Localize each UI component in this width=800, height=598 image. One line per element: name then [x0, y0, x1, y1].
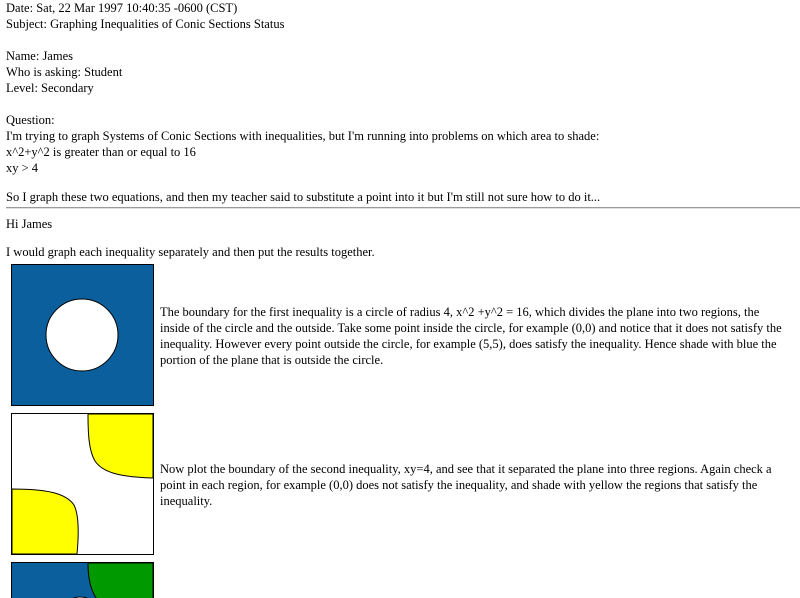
paragraph-circle: The boundary for the first inequality is a circle of radius 4, x^2 +y^2 = 16, which divides the plane into two regions, the inside of the circle and the outside. Take some point inside the circle, for example (0,0) and notice that it does not satisfy the inequality. However every point outside the circle, for example (5,5), does satisfy the inequality. Hence shade with blue the portion of the plane that is outside the circle.: [160, 305, 782, 367]
circle-boundary: [46, 299, 118, 371]
asker-line: Who is asking: Student: [6, 65, 123, 79]
combined-region-graph: [11, 562, 154, 598]
date-line: Date: Sat, 22 Mar 1997 10:40:35 -0600 (CST): [6, 1, 238, 15]
question-label: Question:: [6, 113, 55, 127]
subject-line: Subject: Graphing Inequalities of Conic Sections Status: [6, 17, 285, 31]
intro-text: I would graph each inequality separately and then put the results together.: [6, 245, 375, 259]
inequality-1: x^2+y^2 is greater than or equal to 16: [6, 145, 196, 159]
question-followup: So I graph these two equations, and then my teacher said to substitute a point into it but I'm still not sure how to do it...: [6, 190, 601, 204]
question-text: I'm trying to graph Systems of Conic Sections with inequalities, but I'm running into problems on which area to shade:: [6, 129, 600, 143]
combined-green-region: [88, 563, 153, 598]
name-line: Name: James: [6, 49, 73, 63]
message-header: [6, 0, 600, 205]
hyperbola-region-graph: [11, 413, 154, 555]
divider: [6, 207, 800, 209]
paragraph-hyperbola: Now plot the boundary of the second inequality, xy=4, and see that it separated the plane into three regions. Again check a point in each region, for example (0,0) does not satisfy the inequality, and shade with yellow the regions that satisfy the inequality.: [160, 462, 772, 508]
lower-left-region: [12, 489, 78, 554]
greeting: Hi James: [6, 217, 53, 231]
level-line: Level: Secondary: [6, 81, 94, 95]
inequality-2: xy > 4: [6, 161, 39, 175]
circle-region-graph: [11, 264, 154, 406]
